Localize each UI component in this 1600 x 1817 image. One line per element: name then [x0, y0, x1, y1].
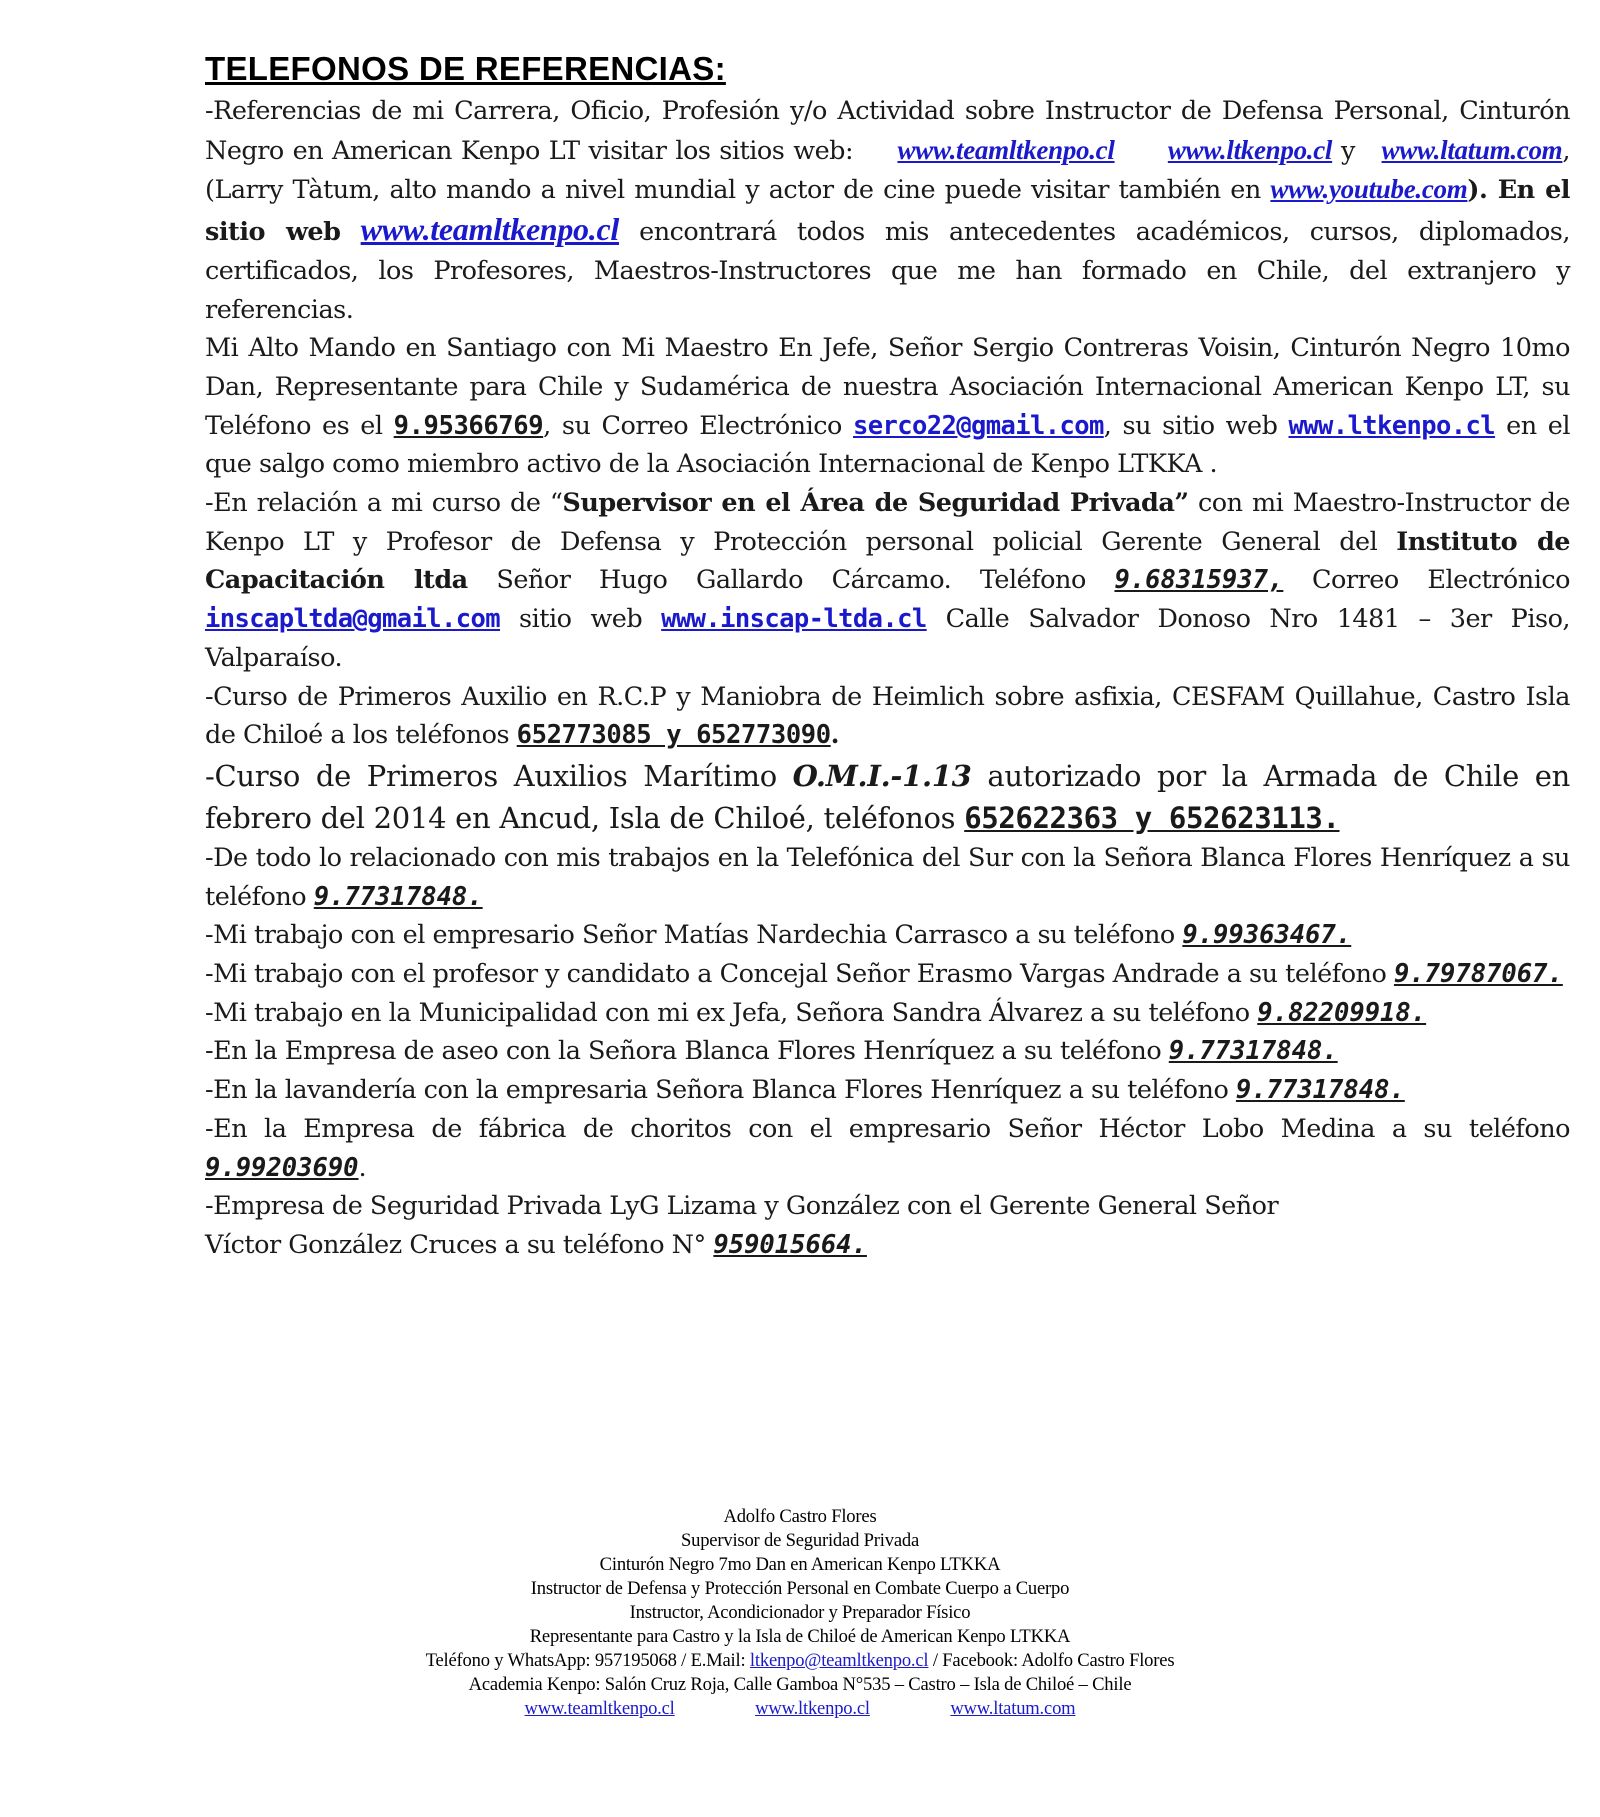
paragraph-municipality — [205, 994, 1570, 1033]
course-code: O.M.I.-1.13 — [792, 758, 972, 793]
email-link[interactable]: inscapltda@gmail.com — [205, 604, 501, 635]
phone-number: 959015664. — [713, 1229, 867, 1260]
text: , su Correo Electrónico — [543, 410, 842, 441]
text: con mi Maestro-Instructor de Kenpo LT y Profesor de Defensa y Protección personal policial Gerente General del — [205, 488, 1570, 557]
paragraph-entrepreneur — [205, 916, 1570, 955]
paragraph-security-company — [205, 1187, 1570, 1264]
footer-line: Supervisor de Seguridad Privada — [680, 1530, 920, 1551]
course-name: Supervisor en el Área de Seguridad Privada” — [562, 488, 1189, 519]
phone-number: 9.95366769 — [393, 410, 544, 441]
footer-name: Adolfo Castro Flores — [723, 1506, 877, 1527]
text: -Curso de Primeros Auxilio en R.C.P y Maniobra de Heimlich sobre asfixia, CESFAM Quillahue, Castro Isla de Chiloé a los teléfonos — [205, 681, 1570, 751]
phone-number: 9.82209918. — [1257, 997, 1427, 1028]
paragraph-mussel-factory — [205, 1110, 1570, 1187]
text: y — [1341, 135, 1355, 166]
references-body — [205, 92, 1570, 1265]
footer-contact — [0, 1649, 1600, 1673]
footer-link-teamltkenpo[interactable]: www.teamltkenpo.cl — [524, 1698, 675, 1719]
text: autorizado por la Armada de Chile en febrero del 2014 en Ancud, Isla de Chiloé, teléfonos — [205, 758, 1571, 835]
phone-number: 9.99363467. — [1182, 920, 1352, 951]
text: -De todo lo relacionado con mis trabajos en la Telefónica del Sur con la Señora Blanca Flores Henríquez a su teléfono — [205, 842, 1570, 912]
footer-line: Academia Kenpo: Salón Cruz Roja, Calle Gamboa N°535 – Castro – Isla de Chiloé – Chile — [468, 1674, 1132, 1695]
paragraph-maritime-first-aid — [205, 755, 1570, 839]
document-page — [205, 50, 1570, 1265]
paragraph-first-aid — [205, 678, 1570, 755]
text: -En la Empresa de fábrica de choritos con el empresario Señor Héctor Lobo Medina a su teléfono — [205, 1113, 1570, 1144]
text: -En la Empresa de aseo con la Señora Blanca Flores Henríquez a su teléfono — [205, 1036, 1162, 1067]
page-title: TELEFONOS DE REFERENCIAS: — [205, 50, 726, 87]
text: . — [830, 720, 840, 751]
signature-footer — [0, 1505, 1600, 1721]
link-ltkenpo[interactable]: www.ltkenpo.cl — [1167, 134, 1333, 165]
link-youtube[interactable]: www.youtube.com — [1270, 174, 1468, 205]
text: en el que salgo como miembro activo de la Asociación Internacional de Kenpo LTKKA . — [205, 410, 1570, 480]
paragraph-telefonica — [205, 839, 1570, 916]
text: Teléfono y WhatsApp: 957195068 / E.Mail: — [425, 1650, 746, 1671]
phone-number: 652622363 y 652623113. — [964, 800, 1340, 835]
footer-websites — [0, 1697, 1600, 1721]
text: encontrará todos mis antecedentes académicos, cursos, diplomados, certificados, los Profesores, Maestros-Instructores que me han formado en Chile, del extranjero y referencias. — [205, 217, 1570, 325]
web-link[interactable]: www.ltkenpo.cl — [1288, 410, 1496, 441]
text: Señor Hugo Gallardo Cárcamo. Teléfono — [496, 565, 1086, 596]
phone-number: 9.77317848. — [1235, 1075, 1405, 1106]
text: sitio web — [519, 604, 643, 635]
paragraph-professor — [205, 955, 1570, 994]
text: -En la lavandería con la empresaria Señora Blanca Flores Henríquez a su teléfono — [205, 1075, 1229, 1106]
paragraph-supervisor-course — [205, 484, 1570, 678]
text: -Mi trabajo en la Municipalidad con mi ex Jefa, Señora Sandra Álvarez a su teléfono — [205, 997, 1250, 1028]
text: -Curso de Primeros Auxilios Marítimo — [205, 758, 777, 793]
phone-number: 9.77317848. — [1168, 1036, 1338, 1067]
text: -Empresa de Seguridad Privada LyG Lizama y González con el Gerente General Señor — [205, 1191, 1279, 1222]
phone-number: 9.79787067. — [1393, 959, 1563, 990]
text: . — [358, 1152, 367, 1183]
link-ltatum[interactable]: www.ltatum.com — [1381, 134, 1563, 165]
phone-number: 9.99203690 — [205, 1152, 359, 1183]
footer-email-link[interactable]: ltkenpo@teamltkenpo.cl — [749, 1650, 929, 1671]
link-teamltkenpo-2[interactable]: www.teamltkenpo.cl — [360, 211, 619, 248]
footer-line: Representante para Castro y la Isla de Chiloé de American Kenpo LTKKA — [529, 1626, 1071, 1647]
text: -En relación a mi curso de “ — [205, 488, 563, 519]
text: -Mi trabajo con el empresario Señor Matías Nardechia Carrasco a su teléfono — [205, 920, 1175, 951]
footer-line: Cinturón Negro 7mo Dan en American Kenpo LTKKA — [599, 1554, 1001, 1575]
text: ). En el sitio web — [205, 175, 1570, 248]
text: -Referencias de mi Carrera, Oficio, Profesión y/o Actividad sobre Instructor de Defensa Personal, Cinturón Negro en American Kenpo LT visitar los sitios web: — [205, 96, 1570, 166]
email-link[interactable]: serco22@gmail.com — [852, 410, 1104, 441]
paragraph-laundry — [205, 1071, 1570, 1110]
text: -Mi trabajo con el profesor y candidato a Concejal Señor Erasmo Vargas Andrade a su teléfono — [205, 959, 1387, 990]
paragraph-cleaning-company — [205, 1032, 1570, 1071]
text: , su sitio web — [1103, 410, 1278, 441]
paragraph-career-references — [205, 92, 1570, 329]
link-teamltkenpo[interactable]: www.teamltkenpo.cl — [897, 134, 1115, 165]
phone-number: 9.77317848. — [313, 881, 483, 912]
text: Correo Electrónico — [1312, 565, 1570, 596]
text: Mi Alto Mando en Santiago con Mi Maestro En Jefe, Señor Sergio Contreras Voisin, Cinturón Negro 10mo Dan, Representante para Chile y Sudamérica de nuestra Asociación Internacional American Kenpo LT, su Teléfono es el — [205, 333, 1570, 441]
footer-link-ltatum[interactable]: www.ltatum.com — [950, 1698, 1076, 1719]
phone-number: 652773085 y 652773090 — [516, 720, 831, 751]
web-link[interactable]: www.inscap-ltda.cl — [661, 604, 927, 635]
text: Calle Salvador Donoso Nro 1481 – 3er Piso, Valparaíso. — [205, 604, 1571, 673]
footer-line: Instructor de Defensa y Protección Personal en Combate Cuerpo a Cuerpo — [530, 1578, 1070, 1599]
phone-number: 9.68315937, — [1114, 565, 1284, 596]
text: / Facebook: Adolfo Castro Flores — [932, 1650, 1175, 1671]
institute-name: Instituto de Capacitación ltda — [205, 526, 1571, 596]
paragraph-santiago-master — [205, 329, 1570, 484]
text: Víctor González Cruces a su teléfono N° — [205, 1229, 706, 1260]
text: , (Larry Tàtum, alto mando a nivel mundial y actor de cine puede visitar también en — [205, 135, 1570, 206]
footer-line: Instructor, Acondicionador y Preparador Físico — [629, 1602, 971, 1623]
footer-link-ltkenpo[interactable]: www.ltkenpo.cl — [755, 1698, 870, 1719]
